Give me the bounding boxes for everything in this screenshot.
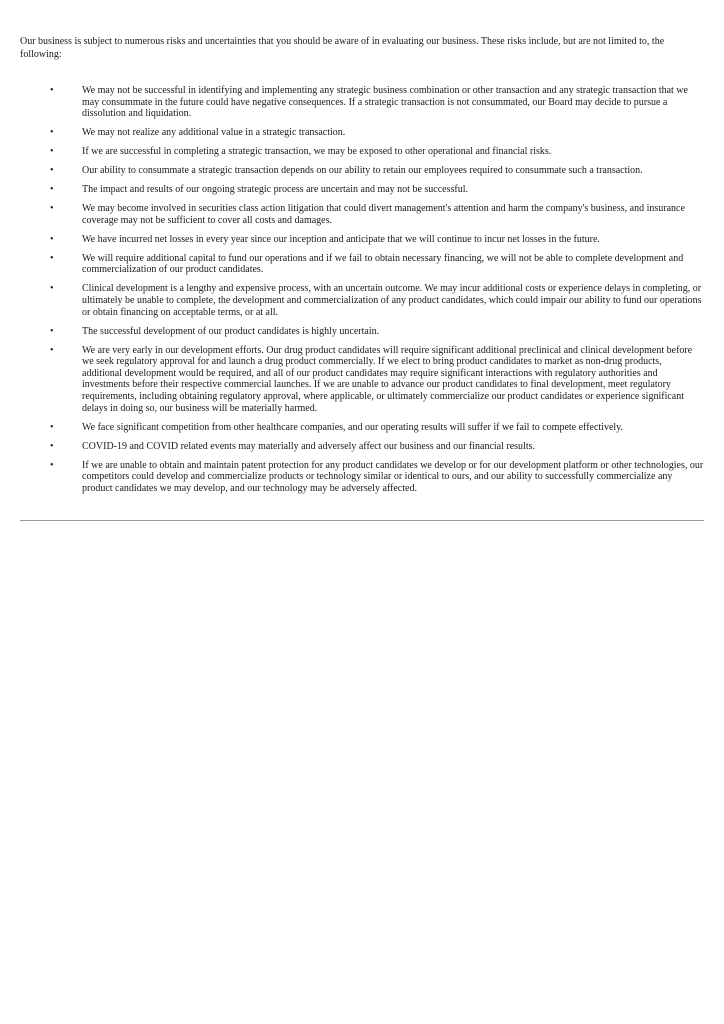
- risk-item: [20, 422, 704, 434]
- risk-text: We may become involved in securities class action litigation that could divert management's attention and harm the company's business, and insurance coverage may not be sufficient to cover all costs and damages.: [82, 203, 685, 226]
- risk-text: If we are successful in completing a strategic transaction, we may be exposed to other operational and financial risks.: [82, 146, 552, 158]
- risk-text: If we are unable to obtain and maintain patent protection for any product candidates we develop or for our development platform or other technologies, our competitors could develop and commercialize products or technology similar or identical to ours, and our ability to successfully commercialize any product candidates we may develop, and our technology may be adversely affected.: [82, 459, 704, 494]
- bullet-icon: •: [50, 127, 54, 139]
- bullet-icon: •: [50, 344, 54, 356]
- bullet-icon: •: [50, 165, 54, 177]
- risk-item: [20, 165, 704, 177]
- bullet-icon: •: [50, 252, 54, 264]
- bullet-icon: •: [50, 421, 54, 433]
- risk-item: [20, 85, 704, 120]
- bullet-icon: •: [50, 203, 54, 215]
- bullet-icon: •: [50, 440, 54, 452]
- intro-paragraph: Our business is subject to numerous risks and uncertainties that you should be aware of in evaluating our business. These risks include, but are not limited to, the following:: [20, 36, 665, 60]
- bullet-icon: •: [50, 283, 54, 295]
- risk-factor-list: [20, 85, 704, 494]
- risk-item: [20, 234, 704, 246]
- risk-item: [20, 253, 704, 276]
- bullet-icon: •: [50, 85, 54, 97]
- risk-text: We are very early in our development efforts. Our drug product candidates will require significant additional preclinical and clinical development before we seek regulatory approval for and launch a drug product commercially. If we elect to bring product candidates to market as non-drug products, additional development would be required, and all of our product candidates may require significant interactions with regulatory authorities and investments before their respective commercial launches. If we are unable to advance our product candidates to final development, meet regulatory requirements, including obtaining regulatory approval, where applicable, or ultimately commercialize our product candidates or experience significant delays in doing so, our business will be materially harmed.: [82, 344, 693, 414]
- risk-text: Our ability to consummate a strategic transaction depends on our ability to retain our employees required to consummate such a transaction.: [82, 165, 643, 177]
- risk-text: We have incurred net losses in every year since our inception and anticipate that we will continue to incur net losses in the future.: [82, 233, 600, 245]
- risk-text: We may not be successful in identifying and implementing any strategic business combination or other transaction and any strategic transaction that we may consummate in the future could have negative consequences. If a strategic transaction is not consummated, our Board may decide to pursue a dissolution and liquidation.: [82, 85, 688, 120]
- risk-text: We face significant competition from other healthcare companies, and our operating results will suffer if we fail to compete effectively.: [82, 421, 624, 433]
- risk-item: [20, 441, 704, 453]
- risk-text: The successful development of our product candidates is highly uncertain.: [82, 325, 380, 337]
- bullet-icon: •: [50, 459, 54, 471]
- risk-item: [20, 203, 704, 226]
- risk-item: [20, 345, 704, 415]
- risk-text: We may not realize any additional value in a strategic transaction.: [82, 127, 346, 139]
- risk-item: [20, 127, 704, 139]
- bullet-icon: •: [50, 233, 54, 245]
- risk-item: [20, 283, 704, 318]
- risk-item: [20, 184, 704, 196]
- page-divider: [20, 520, 704, 521]
- bullet-icon: •: [50, 146, 54, 158]
- risk-text: The impact and results of our ongoing strategic process are uncertain and may not be successful.: [82, 184, 468, 196]
- risk-item: [20, 326, 704, 338]
- bullet-icon: •: [50, 184, 54, 196]
- risk-text: COVID-19 and COVID related events may materially and adversely affect our business and our financial results.: [82, 440, 536, 452]
- risk-item: [20, 146, 704, 158]
- risk-text: Clinical development is a lengthy and expensive process, with an uncertain outcome. We may incur additional costs or experience delays in completing, or ultimately be unable to complete, the development and commercialization of any product candidates, which could impair our ability to fund our operations or obtain financing on acceptable terms, or at all.: [82, 283, 702, 318]
- document-page: [20, 36, 704, 502]
- risk-item: [20, 460, 704, 495]
- bullet-icon: •: [50, 325, 54, 337]
- risk-text: We will require additional capital to fund our operations and if we fail to obtain necessary financing, we will not be able to complete development and commercialization of our product candidates.: [82, 252, 684, 276]
